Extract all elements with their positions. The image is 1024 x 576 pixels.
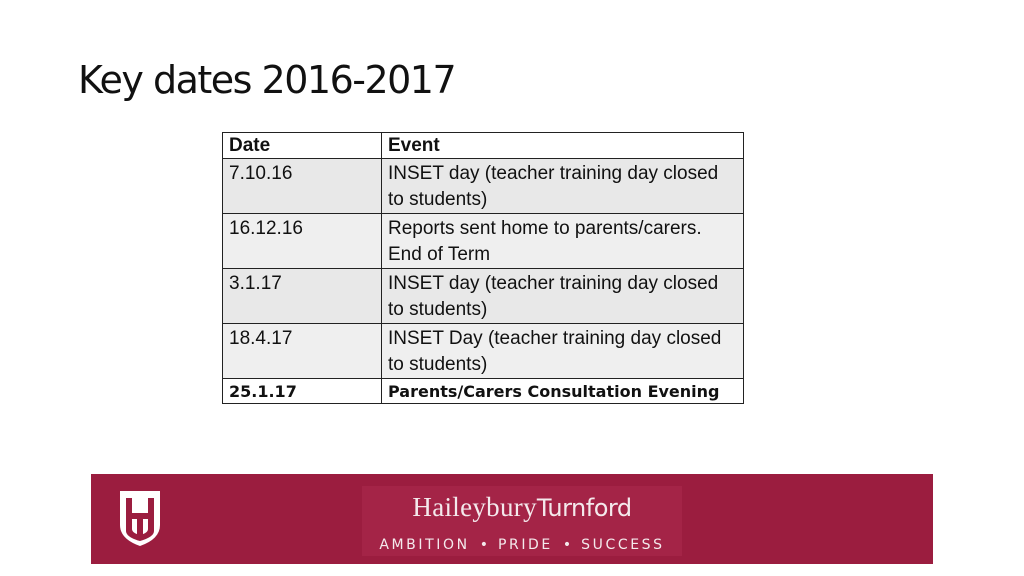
date-cell: 7.10.16 (223, 159, 382, 214)
date-cell: 3.1.17 (223, 269, 382, 324)
slide-title: Key dates 2016-2017 (78, 58, 456, 102)
brand-name (362, 492, 682, 523)
table-row (223, 214, 744, 269)
school-crest-icon (118, 489, 162, 547)
event-cell: Reports sent home to parents/carers. End of Term (382, 214, 744, 269)
date-cell: 16.12.16 (223, 214, 382, 269)
school-tagline (362, 537, 682, 553)
table-header-row (223, 133, 744, 159)
key-dates-table (222, 132, 744, 404)
brand-name-second: Turnford (536, 494, 632, 522)
table-row (223, 379, 744, 404)
date-cell: 18.4.17 (223, 324, 382, 379)
event-column-header: Event (382, 133, 744, 159)
date-cell: 25.1.17 (223, 379, 382, 404)
brand-name-first: Haileybury (412, 492, 537, 522)
tagline-word: AMBITION (379, 537, 470, 553)
brand-logo (362, 486, 682, 556)
tagline-separator: • (479, 537, 488, 553)
tagline-separator: • (562, 537, 572, 553)
table-row (223, 324, 744, 379)
table-row (223, 159, 744, 214)
date-column-header: Date (223, 133, 382, 159)
school-banner (91, 474, 933, 564)
tagline-word: SUCCESS (581, 537, 665, 553)
event-cell: INSET day (teacher training day closed to students) (382, 159, 744, 214)
table-row (223, 269, 744, 324)
event-cell: Parents/Carers Consultation Evening (382, 379, 744, 404)
event-cell: INSET day (teacher training day closed to students) (382, 269, 744, 324)
event-cell: INSET Day (teacher training day closed to students) (382, 324, 744, 379)
tagline-word: PRIDE (497, 537, 553, 553)
